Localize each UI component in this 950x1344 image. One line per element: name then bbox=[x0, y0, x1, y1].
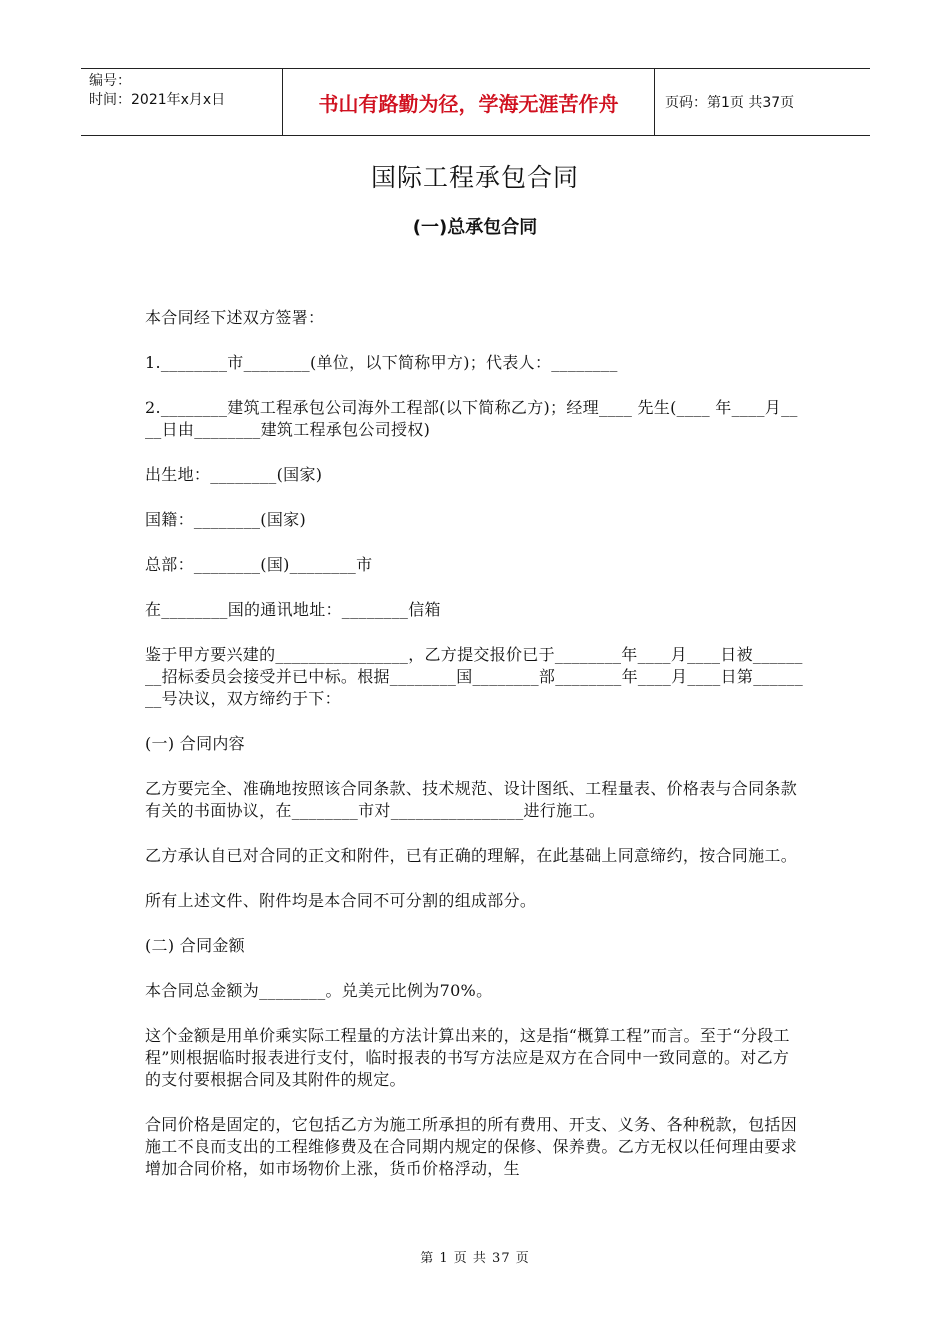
paragraph-birthplace: 出生地：________(国家) bbox=[145, 465, 323, 484]
page-footer: 第 1 页 共 37 页 bbox=[420, 1251, 530, 1266]
header-meta bbox=[81, 69, 282, 135]
document-subtitle: (一)总承包合同 bbox=[412, 217, 538, 238]
document-time-label: 时间：2021年x月x日 bbox=[89, 92, 226, 108]
paragraph-address: 在________国的通讯地址：________信箱 bbox=[145, 600, 441, 619]
section-heading-amount: (二) 合同金额 bbox=[145, 936, 245, 955]
document-title: 国际工程承包合同 bbox=[370, 163, 579, 192]
document-header bbox=[81, 68, 870, 136]
header-page-info: 页码：第1页 共37页 bbox=[665, 95, 795, 111]
paragraph-content-1: 乙方要完全、准确地按照该合同条款、技术规范、设计图纸、工程量表、价格表与合同条款有关的书面协议，在________市对________________进行施工。 bbox=[145, 779, 798, 820]
paragraph-party-a: 1.________市________(单位，以下简称甲方)；代表人：________ bbox=[145, 353, 618, 372]
document-number-label: 编号： bbox=[89, 73, 131, 89]
paragraph-whereas: 鉴于甲方要兴建的________________，乙方提交报价已于________年____月____日被________招标委员会接受并已中标。根据________国________部________年____月____日第________号决议，双方缔约于下： bbox=[145, 645, 803, 708]
header-motto: 书山有路勤为径，学海无涯苦作舟 bbox=[282, 69, 655, 135]
paragraph-headquarters: 总部：________(国)________市 bbox=[145, 555, 373, 574]
paragraph-party-b: 2.________建筑工程承包公司海外工程部(以下简称乙方)；经理____ 先生(____ 年____月____日由________建筑工程承包公司授权) bbox=[145, 398, 798, 439]
document-body bbox=[145, 307, 805, 1203]
paragraph-content-2: 乙方承认自已对合同的正文和附件，已有正确的理解，在此基础上同意缔约，按合同施工。 bbox=[145, 846, 798, 865]
paragraph-content-3: 所有上述文件、附件均是本合同不可分割的组成部分。 bbox=[145, 891, 537, 910]
paragraph-intro: 本合同经下述双方签署： bbox=[145, 308, 325, 327]
paragraph-amount-3: 合同价格是固定的，它包括乙方为施工所承担的所有费用、开支、义务、各种税款，包括因施工不良而支出的工程维修费及在合同期内规定的保修、保养费。乙方无权以任何理由要求增加合同价格，如市场物价上涨，货币价格浮动，生 bbox=[145, 1115, 798, 1178]
section-heading-content: (一) 合同内容 bbox=[145, 734, 245, 753]
paragraph-amount-1: 本合同总金额为________。兑美元比例为70%。 bbox=[145, 981, 493, 1000]
paragraph-nationality: 国籍：________(国家) bbox=[145, 510, 306, 529]
paragraph-amount-2: 这个金额是用单价乘实际工程量的方法计算出来的，这是指“概算工程”而言。至于“分段工程”则根据临时报表进行支付，临时报表的书写方法应是双方在合同中一致同意的。对乙方的支付要根据合同及其附件的规定。 bbox=[145, 1026, 790, 1089]
